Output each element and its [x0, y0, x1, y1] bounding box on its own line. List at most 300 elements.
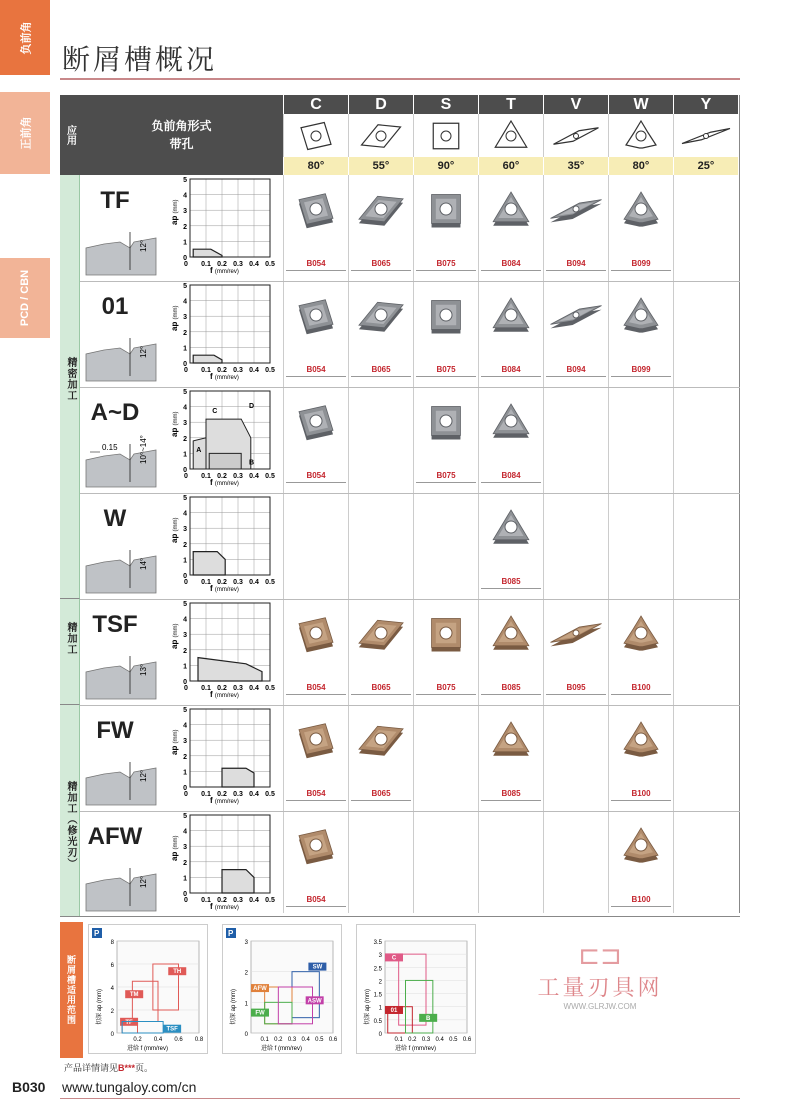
tab-positive-rake[interactable]: 正前角: [0, 92, 50, 174]
x-tick-label: 0.1: [201, 473, 211, 480]
insert-image-w[interactable]: [611, 185, 671, 233]
nose-angle-t: 60°: [478, 157, 543, 175]
row-divider: [80, 387, 740, 388]
x-tick-label: 0.3: [233, 473, 243, 480]
insert-shape-d: [348, 114, 413, 157]
footer-divider: [60, 1098, 740, 1099]
application-range-area: [193, 355, 222, 363]
range-label: FW: [255, 1010, 265, 1017]
y-tick-label: 2: [183, 647, 187, 655]
mini-x-label: 进给 f (mm/rev): [395, 1046, 436, 1052]
page-reference-c[interactable]: B054: [286, 789, 346, 801]
x-tick-label: 0.4: [249, 685, 259, 692]
insert-hole: [505, 203, 517, 215]
x-tick-label: 0.5: [265, 791, 275, 798]
insert-hole: [505, 733, 517, 745]
page-reference-s[interactable]: B075: [416, 683, 476, 695]
watermark-icon: ⊏⊐: [578, 940, 622, 970]
range-label-a: A: [196, 446, 202, 454]
mini-x-tick: 0.6: [328, 1037, 338, 1043]
nose-angle-c: 80°: [283, 157, 348, 175]
x-tick-label: 0.4: [249, 579, 259, 586]
mini-y-tick: 3: [378, 953, 382, 960]
process-badge-label: P: [94, 929, 100, 938]
mini-x-tick: 0.4: [301, 1037, 310, 1043]
insert-hole: [310, 733, 322, 745]
column-header-c: C: [283, 95, 348, 114]
y-tick-label: 1: [183, 345, 187, 353]
watermark-url: WWW.GLRJW.COM: [563, 1002, 637, 1011]
y-tick-label: 3: [183, 314, 187, 322]
y-tick-label: 4: [183, 722, 187, 730]
nose-angle-w: 80°: [608, 157, 673, 175]
page-reference-s[interactable]: B075: [416, 471, 476, 483]
group-label-2: 精加工（修光刃）: [65, 781, 76, 869]
page-reference-v[interactable]: B095: [546, 683, 606, 695]
insert-hole: [375, 203, 387, 215]
insert-image-d[interactable]: [351, 291, 411, 339]
mini-x-tick: 0.4: [435, 1037, 444, 1043]
insert-hole: [310, 309, 322, 321]
page-reference-d[interactable]: B065: [351, 259, 411, 271]
mini-x-tick: 0.2: [408, 1037, 417, 1043]
range-label: TM: [129, 992, 139, 999]
y-tick-label: 3: [183, 526, 187, 534]
y-tick-label: 5: [183, 495, 187, 502]
x-tick-label: 0.2: [217, 367, 227, 374]
insert-image-v[interactable]: [546, 185, 606, 233]
range-label: TF: [125, 1019, 133, 1026]
x-origin-label: 0: [184, 897, 188, 904]
x-origin-label: 0: [184, 685, 188, 692]
y-tick-label: 1: [183, 769, 187, 777]
mini-y-tick: 6: [110, 963, 114, 969]
x-axis-label: f (mm/rev): [210, 690, 239, 699]
x-tick-label: 0.1: [201, 791, 211, 798]
nose-angle-v: 35°: [543, 157, 608, 175]
header-insert-hole-label: 带孔: [169, 137, 194, 151]
x-tick-label: 0.3: [233, 367, 243, 374]
page-reference-t[interactable]: B085: [481, 683, 541, 695]
x-tick-label: 0.3: [233, 791, 243, 798]
x-tick-label: 0.3: [233, 261, 243, 268]
insert-shape-s: [413, 114, 478, 157]
insert-hole: [635, 839, 647, 851]
y-tick-label: 5: [183, 389, 187, 396]
chipbreaker-code: W: [103, 505, 127, 532]
x-tick-label: 0.3: [233, 897, 243, 904]
column-header-w: W: [608, 95, 673, 114]
application-range-area: [193, 552, 225, 575]
website-link[interactable]: www.tungaloy.com/cn: [62, 1079, 197, 1095]
group-label-1: 精加工: [65, 622, 76, 655]
page-reference-w[interactable]: B100: [611, 789, 671, 801]
x-axis-label: f (mm/rev): [210, 902, 239, 911]
x-tick-label: 0.4: [249, 367, 259, 374]
chipbreaker-code: TSF: [92, 611, 138, 638]
process-badge-label: P: [228, 929, 234, 938]
insert-image-t[interactable]: [481, 609, 541, 657]
mini-y-tick: 2: [110, 1009, 114, 1015]
chipbreaker-code: TF: [100, 187, 130, 214]
page-reference-v[interactable]: B094: [546, 365, 606, 377]
tab-negative-rake[interactable]: 负前角: [0, 0, 50, 75]
insert-shape-t: [478, 114, 543, 157]
rake-angle-label: 12°: [139, 345, 148, 358]
x-tick-label: 0.1: [201, 897, 211, 904]
x-tick-label: 0.5: [265, 897, 275, 904]
y-tick-label: 3: [183, 844, 187, 852]
range-label: TH: [173, 969, 182, 976]
mini-y-label: 切深 ap (mm): [365, 988, 371, 1025]
insert-hole: [635, 309, 647, 321]
insert-hole: [573, 312, 579, 318]
insert-image-c[interactable]: [286, 397, 346, 445]
x-tick-label: 0.5: [265, 367, 275, 374]
y-tick-label: 4: [183, 192, 187, 200]
y-tick-label: 0: [183, 679, 187, 686]
y-tick-label: 4: [183, 510, 187, 518]
y-tick-label: 3: [183, 208, 187, 216]
insert-image-c[interactable]: [286, 715, 346, 763]
application-range-area: [222, 870, 254, 893]
y-tick-label: 0: [183, 467, 187, 474]
rake-angle-label: 10°~14°: [139, 435, 148, 464]
watermark-brand: 工量刃具网: [537, 975, 663, 1000]
y-tick-label: 1: [183, 239, 187, 247]
y-tick-label: 2: [183, 859, 187, 867]
y-tick-label: 5: [183, 283, 187, 290]
y-tick-label: 5: [183, 601, 187, 608]
x-tick-label: 0.2: [217, 579, 227, 586]
insert-hole-icon: [573, 134, 578, 139]
mini-x-tick: 0.2: [274, 1037, 283, 1043]
column-divider: [673, 175, 674, 913]
application-range-area: [193, 249, 222, 257]
edge-profile: [86, 336, 156, 378]
row-divider: [80, 493, 740, 494]
nose-angle-d: 55°: [348, 157, 413, 175]
rake-angle-label: 12°: [139, 239, 148, 252]
y-axis-label: ap (mm): [170, 729, 179, 755]
insert-hole: [505, 627, 517, 639]
x-origin-label: 0: [184, 473, 188, 480]
edge-profile: [86, 435, 156, 484]
y-tick-label: 4: [183, 616, 187, 624]
insert-image-t[interactable]: [481, 503, 541, 551]
edge-profile: [86, 760, 156, 802]
insert-image-s[interactable]: [416, 291, 476, 339]
page-title: 断屑槽概况: [62, 43, 218, 76]
ap-f-chart: [170, 707, 278, 805]
x-tick-label: 0.1: [201, 261, 211, 268]
mini-y-tick: 2.5: [373, 966, 382, 973]
page-reference-d[interactable]: B065: [351, 683, 411, 695]
y-tick-label: 0: [183, 573, 187, 580]
edge-profile: [86, 230, 156, 272]
header-application: 应用: [60, 95, 80, 175]
mini-y-tick: 3: [244, 940, 248, 946]
page-reference-w[interactable]: B099: [611, 259, 671, 271]
page-number: B030: [12, 1079, 46, 1095]
insert-hole: [310, 627, 322, 639]
y-tick-label: 1: [183, 557, 187, 565]
y-tick-label: 3: [183, 738, 187, 746]
page-reference-d[interactable]: B065: [351, 789, 411, 801]
insert-hole-icon: [376, 131, 386, 141]
edge-profile: [86, 866, 156, 908]
chipbreaker-code: FW: [96, 717, 134, 744]
title-divider: [60, 78, 740, 80]
watermark: [530, 940, 670, 1015]
page-reference-w[interactable]: B100: [611, 683, 671, 695]
y-tick-label: 2: [183, 329, 187, 337]
x-tick-label: 0.1: [201, 685, 211, 692]
y-axis-label: ap (mm): [170, 411, 179, 437]
page-reference-t[interactable]: B085: [481, 789, 541, 801]
range-chart-1: [88, 924, 208, 1054]
ap-f-chart: [170, 813, 278, 911]
range-label: 01: [390, 1007, 398, 1014]
insert-image-s[interactable]: [416, 609, 476, 657]
row-divider: [80, 599, 740, 600]
x-tick-label: 0.1: [201, 579, 211, 586]
insert-hole: [635, 627, 647, 639]
y-tick-label: 4: [183, 828, 187, 836]
column-header-s: S: [413, 95, 478, 114]
rake-angle-label: 12°: [139, 875, 148, 888]
insert-image-s[interactable]: [416, 397, 476, 445]
page-reference-c[interactable]: B054: [286, 895, 346, 907]
row-divider: [80, 811, 740, 812]
tab-pcd-cbn[interactable]: PCD / CBN: [0, 258, 50, 338]
y-axis-label: ap (mm): [170, 835, 179, 861]
rake-angle-label: 12°: [139, 769, 148, 782]
mini-y-tick: 1.5: [373, 992, 382, 999]
page-reference-t[interactable]: B084: [481, 471, 541, 483]
insert-image-w[interactable]: [611, 715, 671, 763]
ap-f-chart: [170, 177, 278, 275]
insert-hole: [440, 309, 452, 321]
insert-image-t[interactable]: [481, 185, 541, 233]
insert-image-c[interactable]: [286, 821, 346, 869]
x-origin-label: 0: [184, 791, 188, 798]
column-header-t: T: [478, 95, 543, 114]
y-tick-label: 2: [183, 223, 187, 231]
insert-hole: [505, 415, 517, 427]
application-range-label: 断屑槽适用范围: [60, 922, 83, 1058]
mini-y-tick: 2: [378, 979, 382, 986]
insert-image-v[interactable]: [546, 291, 606, 339]
y-tick-label: 5: [183, 177, 187, 184]
nose-angle-s: 90°: [413, 157, 478, 175]
edge-profile: [86, 548, 156, 590]
mini-x-tick: 0.1: [260, 1037, 269, 1043]
header-insert-type-label: 负前角形式: [151, 119, 212, 133]
chipbreaker-code: 01: [101, 293, 129, 320]
mini-x-tick: 0.5: [449, 1037, 458, 1043]
insert-shape-v: [543, 114, 608, 157]
page-reference-c[interactable]: B054: [286, 683, 346, 695]
page-reference-c[interactable]: B054: [286, 365, 346, 377]
range-chart-2: [222, 924, 342, 1054]
page-reference-s[interactable]: B075: [416, 365, 476, 377]
y-tick-label: 0: [183, 785, 187, 792]
mini-y-tick: 0: [110, 1032, 114, 1038]
column-divider: [413, 175, 414, 913]
x-tick-label: 0.2: [217, 897, 227, 904]
y-tick-label: 5: [183, 707, 187, 714]
mini-y-tick: 4: [110, 986, 114, 992]
insert-hole: [635, 733, 647, 745]
x-tick-label: 0.5: [265, 579, 275, 586]
page-reference-t[interactable]: B084: [481, 365, 541, 377]
range-label: SW: [312, 964, 323, 971]
mini-x-tick: 0.2: [133, 1037, 142, 1043]
y-tick-label: 4: [183, 404, 187, 412]
insert-hole: [573, 206, 579, 212]
ap-f-chart: [170, 601, 278, 699]
insert-hole: [635, 203, 647, 215]
insert-image-t[interactable]: [481, 715, 541, 763]
edge-profile: [86, 654, 156, 696]
page-reference-w[interactable]: B100: [611, 895, 671, 907]
y-tick-label: 5: [183, 813, 187, 820]
mini-y-tick: 0: [378, 1032, 382, 1038]
insert-image-w[interactable]: [611, 821, 671, 869]
rake-angle-label: 13°: [139, 663, 148, 676]
insert-shape-c: [283, 114, 348, 157]
ap-f-chart: [170, 389, 278, 487]
column-divider: [608, 175, 609, 913]
chipbreaker-code: AFW: [87, 823, 143, 850]
range-label: ASW: [307, 998, 322, 1005]
column-header-d: D: [348, 95, 413, 114]
range-label: B: [425, 1015, 431, 1022]
page-reference-c[interactable]: B054: [286, 259, 346, 271]
mini-x-label: 进给 f (mm/rev): [127, 1046, 168, 1052]
column-divider: [543, 175, 544, 913]
insert-image-s[interactable]: [416, 185, 476, 233]
mini-y-tick: 8: [110, 940, 114, 946]
y-tick-label: 1: [183, 875, 187, 883]
insert-hole-icon: [441, 131, 451, 141]
mini-x-tick: 0.8: [194, 1037, 204, 1043]
y-axis-label: ap (mm): [170, 305, 179, 331]
insert-image-d[interactable]: [351, 715, 411, 763]
y-tick-label: 2: [183, 435, 187, 443]
x-axis-label: f (mm/rev): [210, 372, 239, 381]
mini-y-label: 切深 ap (mm): [231, 988, 237, 1025]
x-axis-label: f (mm/rev): [210, 478, 239, 487]
x-tick-label: 0.2: [217, 685, 227, 692]
column-divider: [283, 175, 284, 913]
range-label: TSF: [166, 1026, 178, 1033]
mini-y-tick: 0: [244, 1032, 248, 1038]
nose-angle-y: 25°: [673, 157, 738, 175]
x-tick-label: 0.5: [265, 685, 275, 692]
table-right-border: [739, 95, 740, 913]
insert-hole: [375, 627, 387, 639]
page-reference-t[interactable]: B085: [481, 577, 541, 589]
y-axis-label: ap (mm): [170, 517, 179, 543]
insert-hole-icon: [311, 131, 321, 141]
page-reference-v[interactable]: B094: [546, 259, 606, 271]
footnote: 产品详情请见B***页。: [64, 1063, 154, 1073]
y-tick-label: 1: [183, 451, 187, 459]
page-reference-d[interactable]: B065: [351, 365, 411, 377]
insert-image-d[interactable]: [351, 185, 411, 233]
x-tick-label: 0.2: [217, 261, 227, 268]
mini-y-tick: 1: [378, 1005, 382, 1012]
range-label-b: B: [249, 459, 255, 467]
y-axis-label: ap (mm): [170, 199, 179, 225]
table-bottom-border: [60, 916, 740, 917]
insert-image-t[interactable]: [481, 291, 541, 339]
insert-hole-icon: [506, 131, 516, 141]
page-reference-w[interactable]: B099: [611, 365, 671, 377]
x-axis-label: f (mm/rev): [210, 796, 239, 805]
page-reference-s[interactable]: B075: [416, 259, 476, 271]
y-tick-label: 4: [183, 298, 187, 306]
row-divider: [80, 705, 740, 706]
insert-image-c[interactable]: [286, 291, 346, 339]
insert-hole: [375, 733, 387, 745]
mini-y-tick: 2: [244, 970, 248, 977]
x-tick-label: 0.4: [249, 791, 259, 798]
insert-image-c[interactable]: [286, 609, 346, 657]
insert-hole: [440, 627, 452, 639]
page-reference-t[interactable]: B084: [481, 259, 541, 271]
insert-image-w[interactable]: [611, 291, 671, 339]
insert-image-c[interactable]: [286, 185, 346, 233]
insert-hole: [310, 203, 322, 215]
insert-hole: [505, 521, 517, 533]
insert-image-d[interactable]: [351, 609, 411, 657]
x-tick-label: 0.4: [249, 261, 259, 268]
insert-shape-y: [673, 114, 738, 157]
group-label-0: 精密加工: [65, 357, 76, 401]
x-axis-label: f (mm/rev): [210, 266, 239, 275]
mini-x-tick: 0.3: [287, 1037, 297, 1043]
range-label-d: D: [249, 403, 255, 411]
header-insert-type: [80, 95, 283, 175]
insert-image-t[interactable]: [481, 397, 541, 445]
insert-image-w[interactable]: [611, 609, 671, 657]
y-axis-label: ap (mm): [170, 623, 179, 649]
x-tick-label: 0.5: [265, 261, 275, 268]
range-label: C: [391, 955, 397, 962]
x-tick-label: 0.3: [233, 579, 243, 586]
insert-image-v[interactable]: [546, 609, 606, 657]
insert-hole: [573, 630, 579, 636]
x-tick-label: 0.1: [201, 367, 211, 374]
ap-f-chart: [170, 495, 278, 593]
x-tick-label: 0.5: [265, 473, 275, 480]
insert-hole-icon: [703, 134, 708, 139]
x-tick-label: 0.4: [249, 473, 259, 480]
rake-angle-label: 14°: [139, 557, 148, 570]
application-range-area: [198, 658, 262, 681]
range-chart-3: [356, 924, 476, 1054]
insert-hole-icon: [636, 131, 646, 141]
y-tick-label: 1: [183, 663, 187, 671]
insert-hole: [310, 839, 322, 851]
page-reference-c[interactable]: B054: [286, 471, 346, 483]
y-tick-label: 2: [183, 753, 187, 761]
y-tick-label: 0: [183, 255, 187, 262]
x-axis-label: f (mm/rev): [210, 584, 239, 593]
